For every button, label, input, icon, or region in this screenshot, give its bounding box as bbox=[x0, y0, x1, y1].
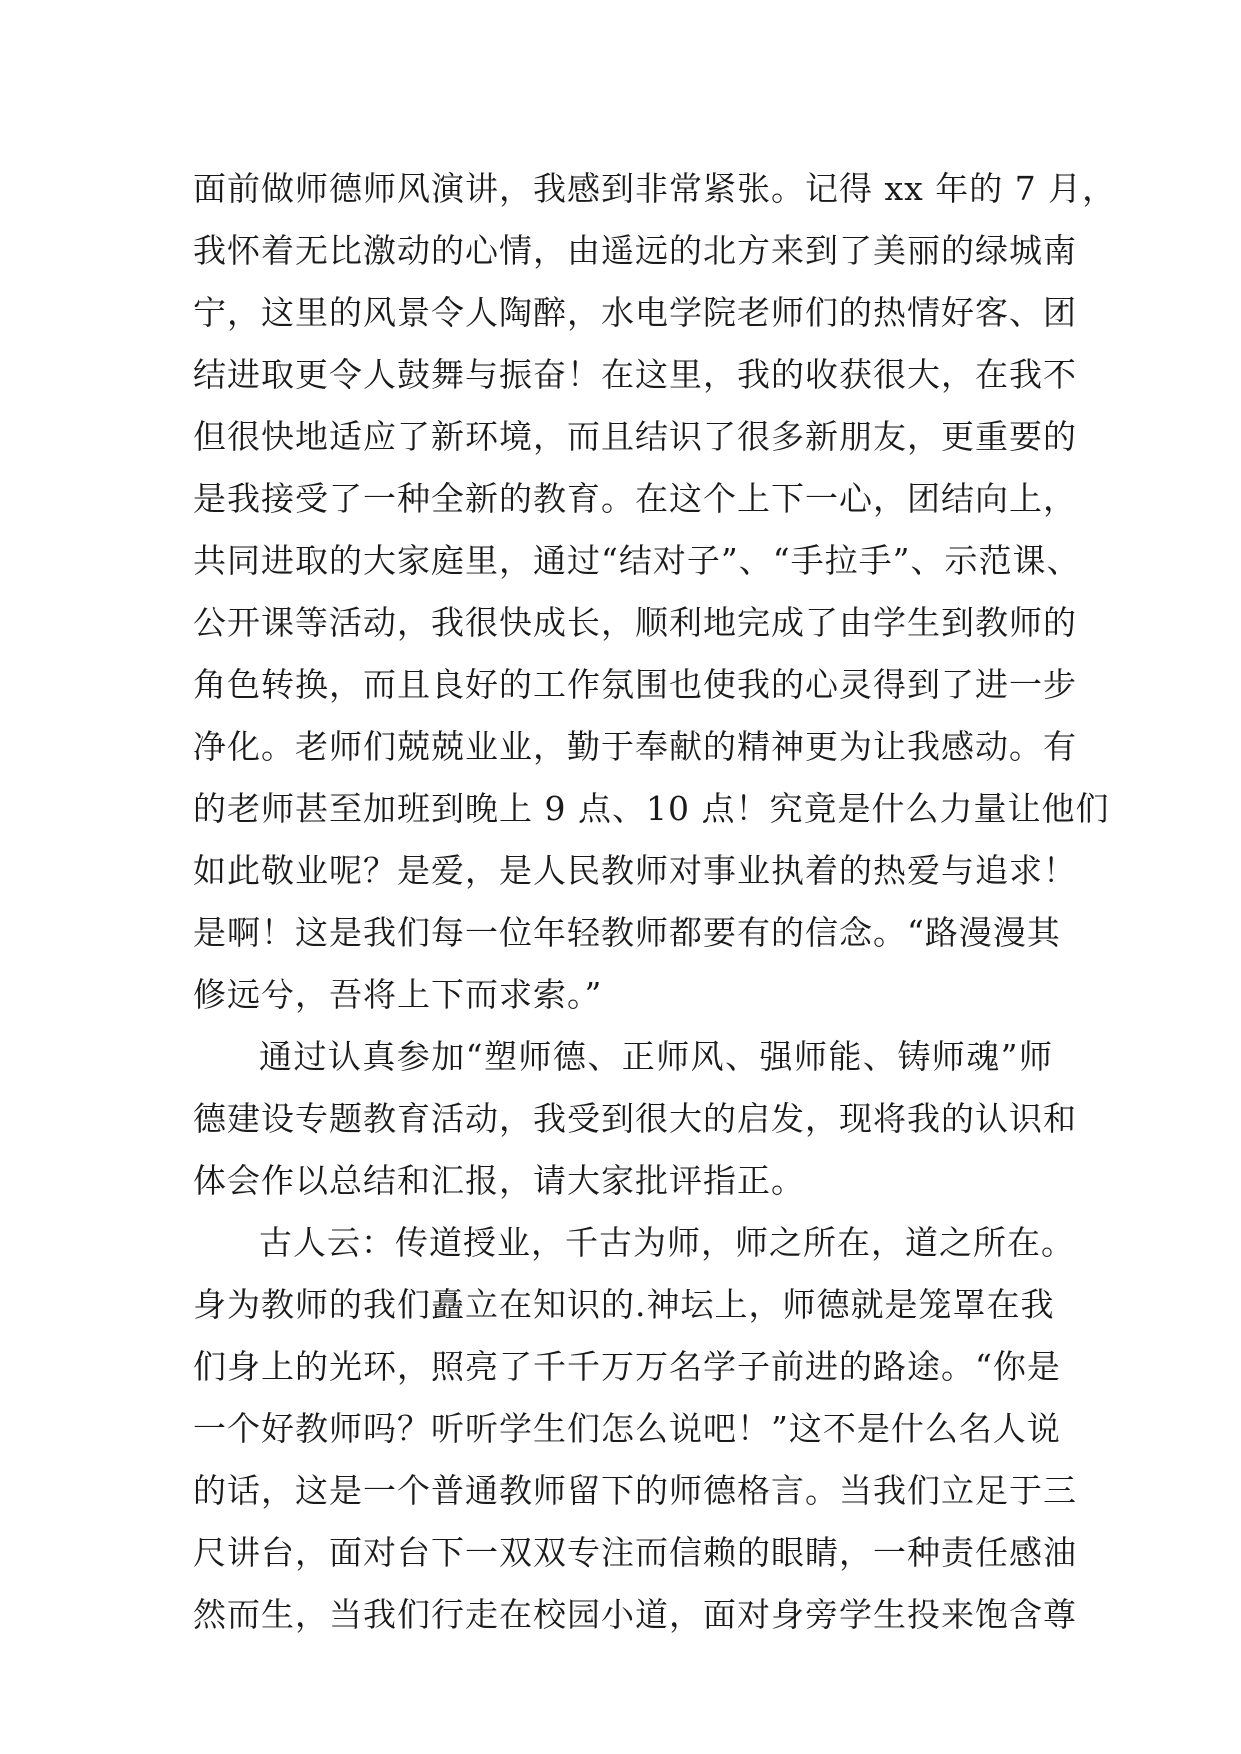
text-line: 们身上的光环，照亮了千千万万名学子前进的路途。“你是 bbox=[193, 1347, 1061, 1386]
text-line: 体会作以总结和汇报，请大家批评指正。 bbox=[193, 1161, 805, 1200]
text-line: 古人云：传道授业，千古为师，师之所在，道之所在。 bbox=[259, 1223, 1075, 1262]
text-line: 尺讲台，面对台下一双双专注而信赖的眼睛，一种责任感油 bbox=[193, 1533, 1077, 1572]
text-line: 我怀着无比激动的心情，由遥远的北方来到了美丽的绿城南 bbox=[193, 231, 1077, 270]
text-line: 但很快地适应了新环境，而且结识了很多新朋友，更重要的 bbox=[193, 417, 1077, 456]
text-line: 是我接受了一种全新的教育。在这个上下一心，团结向上， bbox=[193, 479, 1077, 518]
text-line: 一个好教师吗？听听学生们怎么说吧！”这不是什么名人说 bbox=[193, 1409, 1061, 1448]
text-line: 身为教师的我们矗立在知识的.神坛上，师德就是笼罩在我 bbox=[193, 1285, 1055, 1324]
text-line: 通过认真参加“塑师德、正师风、强师能、铸师魂”师 bbox=[259, 1037, 1053, 1076]
text-line: 面前做师德师风演讲，我感到非常紧张。记得 xx 年的 7 月， bbox=[193, 169, 1117, 208]
text-line: 结进取更令人鼓舞与振奋！在这里，我的收获很大，在我不 bbox=[193, 355, 1077, 394]
text-line: 德建设专题教育活动，我受到很大的启发，现将我的认识和 bbox=[193, 1099, 1077, 1138]
text-line: 然而生，当我们行走在校园小道，面对身旁学生投来饱含尊 bbox=[193, 1595, 1077, 1634]
text-line: 的老师甚至加班到晚上 9 点、10 点！究竟是什么力量让他们 bbox=[193, 789, 1110, 828]
text-line: 净化。老师们兢兢业业，勤于奉献的精神更为让我感动。有 bbox=[193, 727, 1077, 766]
body-text bbox=[193, 158, 1117, 1646]
text-line: 修远兮，吾将上下而求索。” bbox=[193, 975, 603, 1014]
text-line: 是啊！这是我们每一位年轻教师都要有的信念。“路漫漫其 bbox=[193, 913, 1061, 952]
text-line: 宁，这里的风景令人陶醉，水电学院老师们的热情好客、团 bbox=[193, 293, 1077, 332]
text-line: 的话，这是一个普通教师留下的师德格言。当我们立足于三 bbox=[193, 1471, 1077, 1510]
text-line: 角色转换，而且良好的工作氛围也使我的心灵得到了进一步 bbox=[193, 665, 1077, 704]
text-line: 公开课等活动，我很快成长，顺利地完成了由学生到教师的 bbox=[193, 603, 1077, 642]
text-line: 共同进取的大家庭里，通过“结对子”、“手拉手”、示范课、 bbox=[193, 541, 1081, 580]
text-line: 如此敬业呢？是爱，是人民教师对事业执着的热爱与追求！ bbox=[193, 851, 1077, 890]
